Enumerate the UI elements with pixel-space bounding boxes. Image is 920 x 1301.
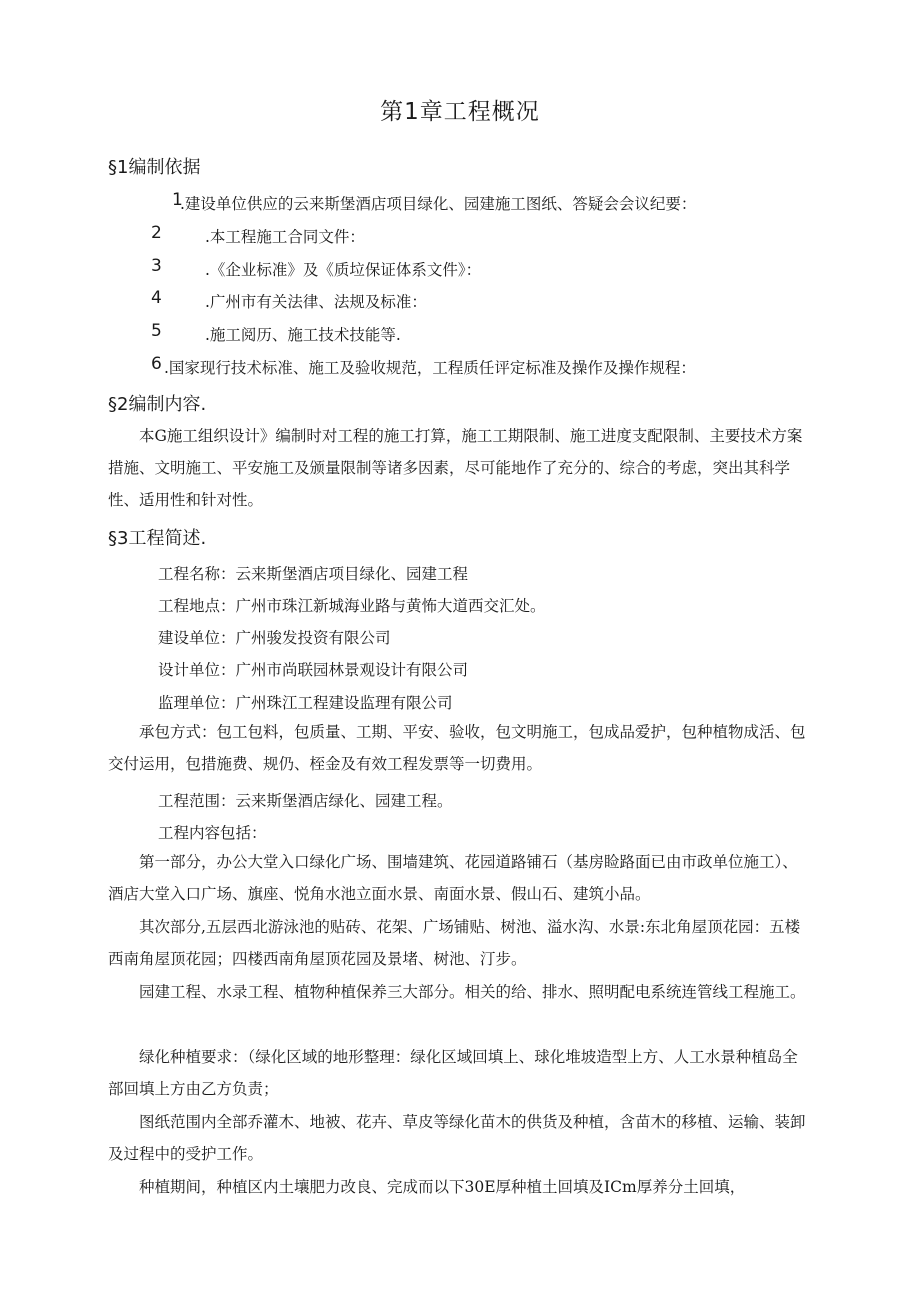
compilation-paragraph: 本G施工组织设计》编制时对工程的施工打算，施工工期限制、施工进度支配限制、主要技术方案措施、文明施工、平安施工及颁量限制等诸多因素，尽可能地作了充分的、综合的考虑，突出其科学性、适用性和针对性。	[108, 427, 803, 509]
project-name: 工程名称：云来斯堡酒店项目绿化、园建工程	[158, 565, 469, 583]
project-location: 工程地点：广州市珠江新城海业路与黄怖大道西交汇处。	[158, 597, 546, 615]
content-label: 工程内容包括：	[158, 824, 267, 842]
part-one-paragraph: 第一部分，办公大堂入口绿化广场、围墙建筑、花园道路铺石（基房睑路面已由市政单位施工）、酒店大堂入口广场、旗座、悦角水池立面水景、南面水景、假山石、建筑小品。	[108, 853, 798, 903]
list-item-text: .施工阅历、施工技术技能等.	[205, 326, 401, 344]
list-item-text: .本工程施工合同文件：	[205, 228, 365, 246]
project-scope: 工程范围：云来斯堡酒店绿化、园建工程。	[158, 792, 453, 810]
list-item-text: .国家现行技术标准、施工及验收规范，工程质任评定标准及操作及操作规程：	[164, 359, 696, 377]
chapter-title: 第1章工程概况	[380, 99, 540, 125]
design-unit: 设计单位：广州市尚联园林景观设计有限公司	[158, 661, 469, 679]
section-heading-basis: §1编制依据	[108, 157, 201, 178]
list-item-number: 6	[151, 354, 162, 374]
list-item-number: 4	[151, 288, 162, 308]
list-item-text: .建设单位供应的云来斯堡酒店项目绿化、园建施工图纸、答疑会会议纪要：	[180, 195, 697, 213]
list-item-number: 3	[151, 256, 162, 276]
list-item-number: 5	[151, 321, 162, 341]
contract-paragraph: 承包方式：包工包料，包质量、工期、平安、验收，包文明施工，包成品爱护，包种植物成活、包交付运用，包措施费、规仍、桎金及有效工程发票等一切费用。	[108, 723, 806, 773]
landscape-paragraph: 园建工程、水录工程、植物种植保养三大部分。相关的给、排水、照明配电系统连管线工程施工。	[139, 983, 806, 1001]
list-item-text: .广州市有关法律、法规及标准：	[205, 293, 427, 311]
greening-paragraph: 绿化种植要求：（绿化区域的地形整理：绿化区域回填上、球化堆坡造型上方、人工水景种植岛全部回填上方由乙方负责；	[108, 1048, 798, 1098]
section-heading-overview: §3工程简述.	[108, 528, 207, 549]
list-item-number: 2	[151, 223, 162, 243]
construction-unit: 建设单位：广州骏发投资有限公司	[158, 629, 391, 647]
drawing-scope-paragraph: 图纸范围内全部乔灌木、地被、花卉、草皮等绿化苗木的供货及种植，含苗木的移植、运输、装卸及过程中的受护工作。	[108, 1113, 806, 1163]
planting-paragraph: 种植期间，种植区内土壤肥力改良、完成而以下30E厚种植土回填及ICm厚养分土回填，	[139, 1178, 746, 1196]
section-heading-content: §2编制内容.	[108, 394, 207, 415]
list-item-text: .《企业标准》及《质垃保证体系文件》：	[205, 261, 482, 279]
supervision-unit: 监理单位：广州珠江工程建设监理有限公司	[158, 694, 453, 712]
list-item-number: 1	[172, 190, 183, 210]
part-two-paragraph: 其次部分,五层西北游泳池的贴砖、花架、广场铺贴、树池、溢水沟、水景:东北角屋顶花园：五楼西南角屋顶花园；四楼西南角屋顶花园及景堵、树池、汀步。	[108, 918, 801, 968]
